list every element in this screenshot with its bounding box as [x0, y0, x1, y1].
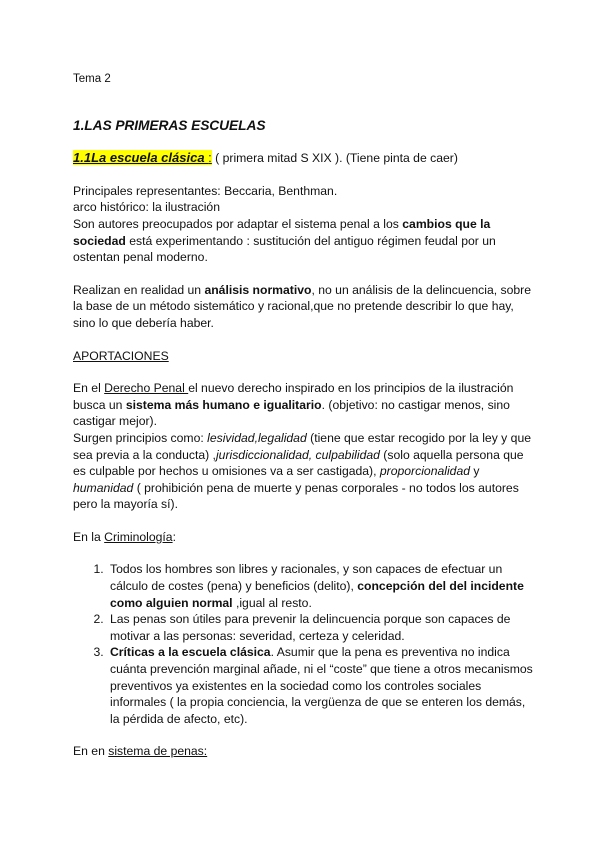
text-run: (solo aquella persona que es culpable por hechos u omisiones va a ser castigada),: [73, 447, 524, 479]
text-run: En en: [73, 744, 109, 759]
text-run: ( prohibición pena de muerte y penas corporales - no todos los autores pero la mayoría sí).: [73, 480, 519, 512]
text-run: . (objetivo: no castigar menos, sino castigar mejor).: [73, 397, 510, 429]
document-content: [73, 71, 535, 760]
list-item: [107, 561, 535, 611]
derecho-penal-paragraph: [73, 380, 535, 513]
text-run: el nuevo derecho inspirado en los principios de la ilustración busca un: [73, 381, 514, 412]
bold-run: cambios que la sociedad: [73, 216, 491, 248]
underlined-run: Derecho Penal: [104, 381, 189, 396]
text-run: En el: [73, 381, 105, 396]
normative-analysis-paragraph: [73, 282, 535, 332]
text-run: está experimentando : sustitución del antiguo régimen feudal por un ostentan penal moderno.: [73, 233, 496, 265]
bold-run: concepción del del incidente como alguien normal: [110, 579, 524, 610]
aportaciones-heading: APORTACIONES: [73, 348, 169, 363]
underlined-run: sistema de penas:: [108, 744, 208, 759]
text-run: , no un análisis de la delincuencia, sobre la base de un método sistemático y racional,que no pretende describir lo que hay, sino lo que debería haber.: [73, 282, 531, 330]
text-run: Las penas son útiles para prevenir la delincuencia porque son capaces de motivar a las personas: severidad, certeza y celeridad.: [110, 612, 511, 643]
topic-label: Tema 2: [73, 73, 111, 85]
text-run: . Asumir que la pena es preventiva no indica cuánta prevención marginal añade, ni el “coste” que tiene a otros mecanismos preventivos ya existentes en la sociedad como los controles sociales informales ( la propia conciencia, la vergüenza de que se enteren los demás, la pérdida de afecto, etc).: [110, 645, 533, 726]
text-run: En la: [73, 529, 105, 544]
text-run: Surgen principios como:: [73, 430, 208, 445]
subsection-note: ( primera mitad S XIX ). (Tiene pinta de caer): [211, 151, 458, 166]
highlighted-subsection-heading: 1.1La escuela clásica: [73, 150, 209, 166]
list-item: [107, 644, 535, 727]
subsection-heading-line: [73, 150, 535, 167]
italic-run: lesividad,legalidad: [207, 430, 307, 445]
criminologia-intro: [73, 529, 535, 546]
section-title: 1.LAS PRIMERAS ESCUELAS: [73, 117, 266, 133]
italic-run: proporcionalidad: [379, 464, 471, 479]
text-run: :: [172, 529, 176, 544]
representatives-line: Principales representantes: Beccaria, Benthman.: [73, 183, 338, 198]
bold-run: análisis normativo: [204, 282, 312, 297]
text-run: Realizan en realidad un: [73, 282, 205, 297]
heading-colon: :: [208, 150, 212, 166]
criminologia-list: [73, 561, 535, 727]
text-run: y: [470, 464, 480, 479]
text-run: Todos los hombres son libres y racionales, y son capaces de efectuar un cálculo de costes (pena) y beneficios (delito),: [110, 562, 503, 594]
underlined-run: Criminología: [104, 529, 173, 544]
historical-arc-line: arco histórico: la ilustración: [73, 200, 220, 215]
paragraph-representatives: [73, 183, 535, 266]
bold-run: sistema más humano e igualitario: [125, 397, 322, 412]
text-run: (tiene que estar recogido por la ley y que sea previa a la conducta) ,: [73, 430, 531, 462]
authors-paragraph: [73, 216, 535, 266]
bold-run: Críticas a la escuela clásica: [110, 645, 271, 660]
italic-run: humanidad: [73, 480, 134, 495]
sistema-penas-line: [73, 743, 535, 760]
text-run: ,igual al resto.: [232, 595, 312, 610]
italic-run: jurisdiccionalidad, culpabilidad: [215, 447, 380, 462]
list-item: [107, 611, 535, 644]
text-run: Son autores preocupados por adaptar el sistema penal a los: [73, 216, 403, 231]
